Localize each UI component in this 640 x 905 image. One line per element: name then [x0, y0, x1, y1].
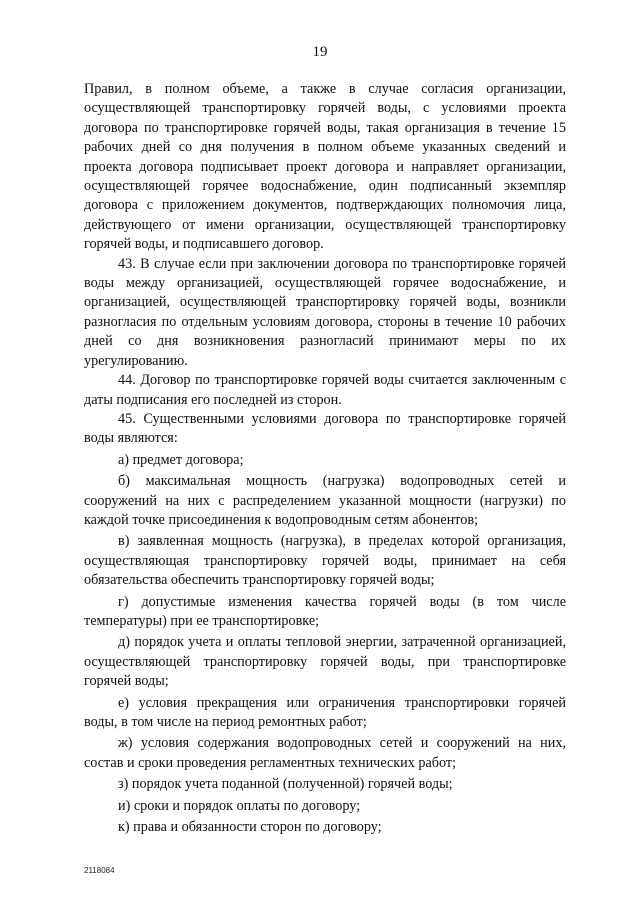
paragraph: Правил, в полном объеме, а также в случае согласия организации, осуществляющей транспортировку горячей воды, с условиями проекта договора по транспортировке горячей воды, такая организация в течение 15 рабочих дней со дня получения в полном объеме указанных сведений и проекта договора подписывает проект договора и направляет организации, осуществляющей горячее водоснабжение, один подписанный экземпляр договора с приложением документов, подтверждающих полномочия лица, действующего от имени организации, осуществляющей транспортировку горячей воды, и подписавшего договор.: [84, 81, 566, 253]
list-item-zh: ж) условия содержания водопроводных сетей и сооружений на них, состав и сроки проведения регламентных технических работ;: [84, 735, 566, 771]
list-item-a: а) предмет договора;: [118, 451, 244, 468]
list-item-e: е) условия прекращения или ограничения транспортировки горячей воды, в том числе на период ремонтных работ;: [84, 694, 566, 730]
document-code: 2118084: [84, 866, 115, 875]
list-item-d: д) порядок учета и оплаты тепловой энергии, затраченной организацией, осуществляющей транспортировку горячей воды, при транспортировке горячей воды;: [84, 634, 566, 690]
paragraph-item-44: 44. Договор по транспортировке горячей воды считается заключенным с даты подписания его последней из сторон.: [84, 372, 566, 408]
list-item-z: з) порядок учета поданной (полученной) горячей воды;: [118, 776, 453, 793]
page-number: 19: [312, 44, 328, 60]
list-item-i: и) сроки и порядок оплаты по договору;: [118, 797, 361, 814]
list-item-b: б) максимальная мощность (нагрузка) водопроводных сетей и сооружений на них с распределением указанной мощности (нагрузки) по каждой точке присоединения к водопроводным сетям абонентов;: [84, 473, 566, 528]
list-item-v: в) заявленная мощность (нагрузка), в пределах которой организация, осуществляющая транспортировку горячей воды, принимает на себя обязательства обеспечить транспортировку горячей воды;: [84, 533, 566, 589]
list-item-g: г) допустимые изменения качества горячей воды (в том числе температуры) при ее транспортировке;: [84, 593, 566, 629]
paragraph-item-45: 45. Существенными условиями договора по транспортировке горячей воды являются:: [84, 410, 566, 447]
paragraph-item-43: 43. В случае если при заключении договора по транспортировке горячей воды между организацией, осуществляющей горячее водоснабжение, и организацией, осуществляющей транспортировку горячей воды, возникли разногласия по отдельным условиям договора, стороны в течение 10 рабочих дней со дня возникновения разногласий принимают меры по их урегулированию.: [84, 255, 566, 369]
list-item-k: к) права и обязанности сторон по договору;: [118, 819, 382, 836]
document-body: [84, 80, 566, 837]
